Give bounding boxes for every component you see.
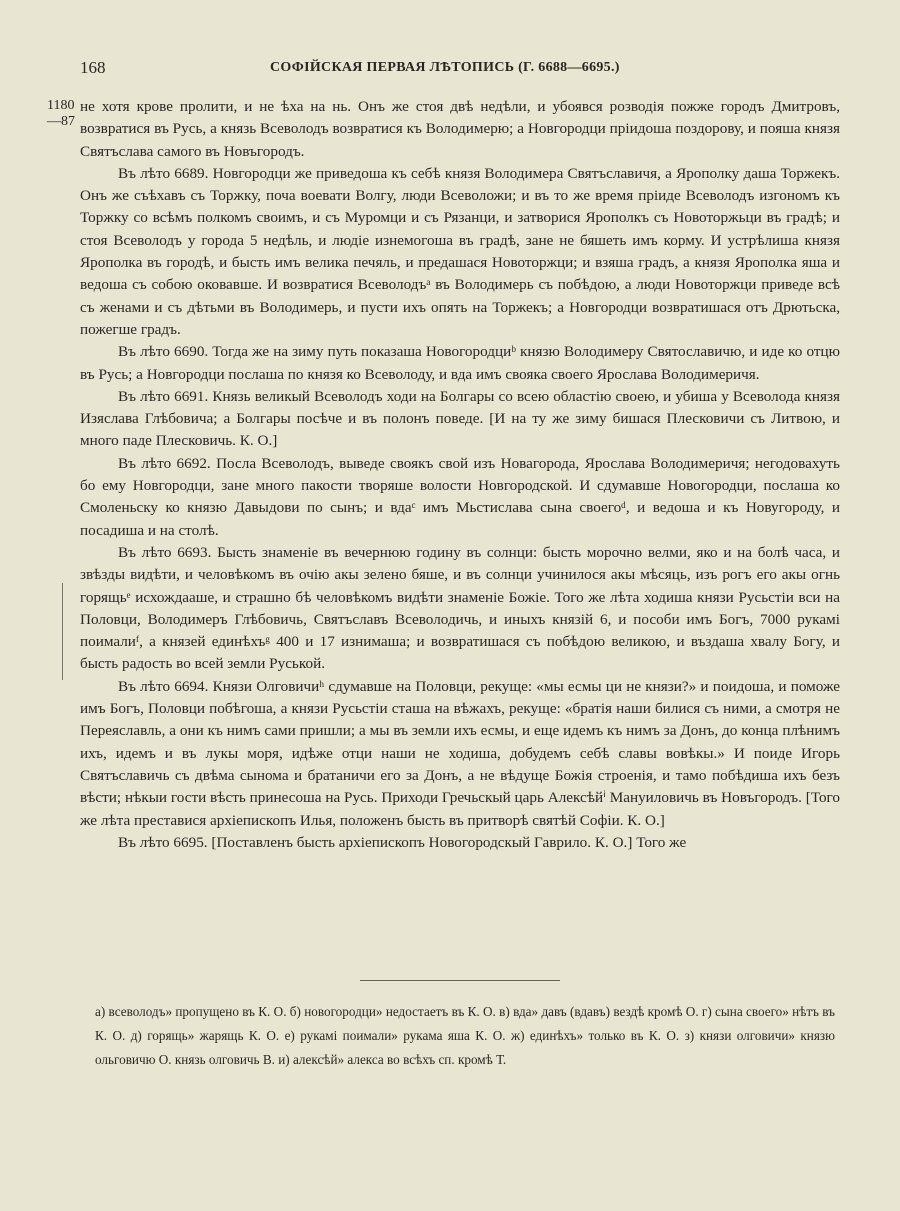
footnotes	[95, 1000, 835, 1072]
footnote-separator	[360, 980, 560, 981]
paragraph: Въ лѣто 6693. Бысть знаменіе въ вечернюю годину въ солнци: бысть морочно велми, яко и на болѣ часа, и звѣзды видѣти, и человѣкомъ въ очію акы зелено бяше, и въ солнци учинилося акы мѣсяць, изъ рогъ его акы огнь горящьᵉ исхождааше, и страшно бѣ человѣкомъ видѣти знаменіе Божіе. Того же лѣта ходиша князи Русьстіи вси на Половци, Володимеръ Глѣбовичь, Святъславъ Всеволодичь, и иныхъ князій 6, и пособи имъ Богъ, 7000 рукамі поималиᶠ, а князей единѣхъᵍ 400 и 17 изнимаша; и возвратишася съ побѣдою великою, и въздаша хвалу Богу, и бысть радость во всей земли Руськой.	[80, 543, 840, 673]
paragraph: Въ лѣто 6691. Князь великый Всеволодъ ходи на Болгары со всею областію своею, и убиша у Всеволода князя Изяслава Глѣбовича; а Болгары посѣче и въ полонъ поведе. [И на ту же зиму бишася Плесковичи съ Литвою, и много паде Плесковичь. К. О.]	[80, 387, 840, 450]
footnote-text: а) всеволодъ» пропущено въ К. О. б) новогородци» недостаетъ въ К. О. в) вда» давъ (вдавъ) вездѣ кромѣ О. г) сына своего» нѣтъ въ К. О. д) горящь» жарящь К. О. е) рукамі поимали» рукама яша К. О. ж) единѣхъ» только въ К. О. з) князи олговичи» князю ольговичю О. князь олговичь В. и) алексѣй» алекса во всѣхъ сп. кромѣ Т.	[95, 1004, 835, 1067]
page-number: 168	[80, 58, 106, 77]
page-header	[80, 58, 840, 82]
running-title: СОФІЙСКАЯ ПЕРВАЯ ЛѢТОПИСЬ (Г. 6688—6695.)	[270, 60, 620, 75]
paragraph: Въ лѣто 6695. [Поставленъ бысть архіепископъ Новогородскый Гаврило. К. О.] Того же	[118, 833, 687, 851]
margin-rule	[62, 640, 63, 680]
margin-years-bottom: —87	[47, 114, 75, 129]
margin-rule	[62, 583, 63, 643]
paragraph: не хотя крове пролити, и не ѣха на нь. Онъ же стоя двѣ недѣли, и убоявся розводія пожже городъ Дмитровъ, возвратися въ Русь, а князь Всеволодъ возвратися къ Володимерю; а Новгородци пріидоша поздорову, и пояша князя Святъслава самого въ Новъгородъ.	[80, 98, 840, 160]
paragraph: Въ лѣто 6689. Новгородци же приведоша къ себѣ князя Володимера Святъславичя, а Ярополку даша Торжекъ. Онъ же съѣхавъ съ Торжку, поча воевати Волгу, люди Всеволожи; и въ то же время пріиде Всеволодъ изгономъ къ Торжку со всѣмъ полкомъ своимъ, и съ Муромци и съ Рязанци, и затворися Ярополкъ съ Новоторжьци въ градѣ; и стоя Всеволодъ у города 5 недѣль, и людіе изнемогоша въ градѣ, зане не бяшеть имъ корму. И устрѣлиша князя Ярополка въ городѣ, и бысть имъ велика печяль, и предашася Новоторжци; и взяша градъ, а князя Ярополка яша и ведоша съ собою оковавше. И возвратися Всеволодъᵃ въ Володимерь съ побѣдою, а люди Новоторжци приведе всѣ съ женами и съ дѣтьми въ Володимерь, и пусти ихъ опять на Торжекъ; а Новгородци возвратишася отъ Дрютьска, пожегше градъ.	[80, 164, 840, 338]
paragraph: Въ лѣто 6692. Посла Всеволодъ, выведе своякъ свой изъ Новагорода, Ярослава Володимеричя; негодовахуть бо ему Новгородци, зане много пакости творяше волости Новгородской. И сдумавше Новогородци, послаша ко Смоленьску ко князю Давыдови по сынъ; и вдаᶜ имъ Мьстислава сына своегоᵈ, и ведоша и къ Новугороду, и посадиша и на столѣ.	[80, 454, 840, 539]
paragraph: Въ лѣто 6694. Князи Олговичиʰ сдумавше на Половци, рекуще: «мы есмы ци не князи?» и поидоша, и поможе имъ Богъ, Половци побѣгоша, а князи Русьстіи сташа на вѣжахъ, рекуще: «братія наши билися съ ними, а смотря не Переяславль, а они къ нимъ сами пришли; а мы въ земли ихъ есмы, и еще идемъ къ нимъ за Донъ, до конца плѣнимъ ихъ, идемъ и въ лукы моря, идѣже отци наши не ходиша, добудемъ себѣ славы вовѣкы.» И поиде Игорь Святъславичь съ двѣма сынома и братаничи его за Донъ, а не вѣдуще Божія строенія, и тамо побѣдиша ихъ безъ вѣсти; нѣкыи гости вѣсть принесоша на Русь. Приходи Гречьскый царь Алексѣйⁱ Мануиловичь въ Новъгородъ. [Того же лѣта преставися архіепископъ Илья, положенъ бысть въ притворѣ святѣй Софіи. К. О.]	[80, 677, 840, 829]
margin-years-top: 1180	[47, 98, 75, 113]
chronicle-text	[80, 96, 840, 854]
paragraph: Въ лѣто 6690. Тогда же на зиму путь показаша Новогородциᵇ князю Володимеру Святославичю, и иде ко отцю въ Русь; а Новгородци послаша по князя ко Всеволоду, и вда имъ свояка своего Ярослава Володимеричя.	[80, 343, 840, 383]
